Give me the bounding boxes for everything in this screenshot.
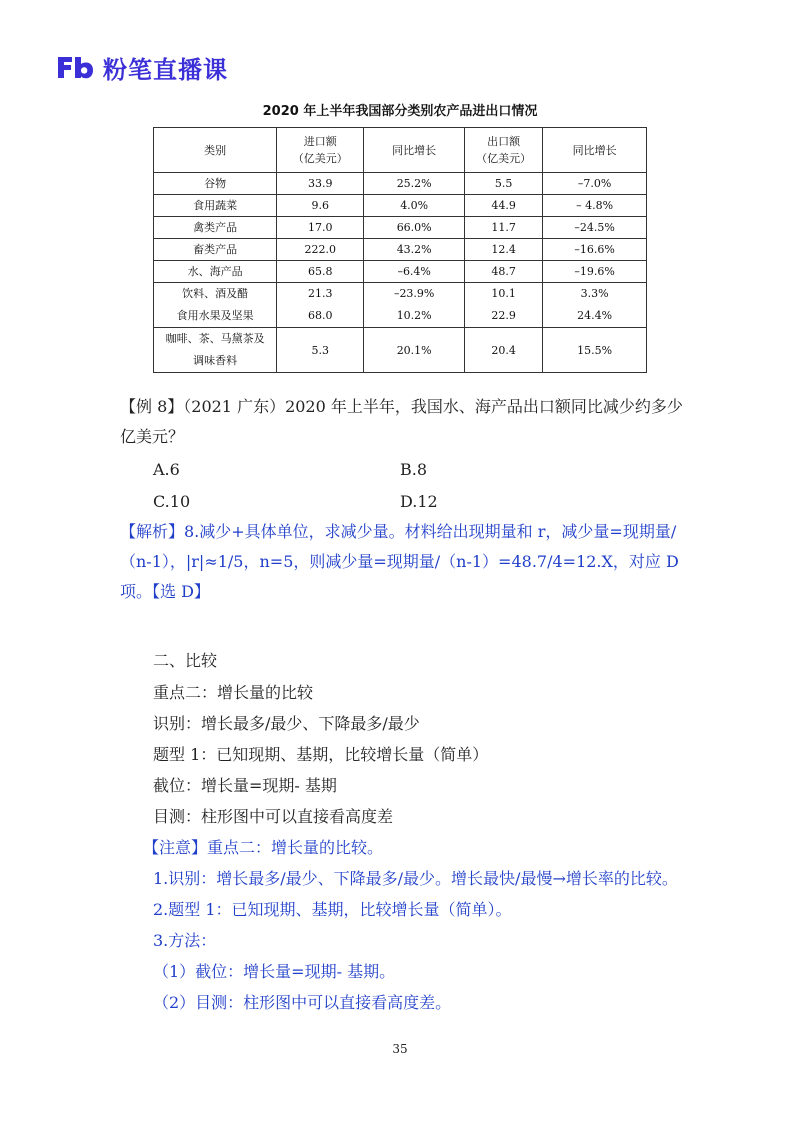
table-header-row xyxy=(154,128,647,173)
cell-import: 222.0 xyxy=(277,239,364,261)
header-export-yoy: 同比增长 xyxy=(543,128,647,173)
brand-logo xyxy=(55,52,228,82)
cell-value: 24.4% xyxy=(577,309,613,322)
cell-export: 11.7 xyxy=(465,217,543,239)
page-number: 35 xyxy=(392,1042,408,1056)
header-export-label: 出口额 xyxy=(487,135,521,148)
logo-text: 粉笔直播课 xyxy=(103,55,228,84)
table-row xyxy=(154,328,647,373)
cell-import-yoy: –6.4% xyxy=(364,261,465,283)
cell-export-yoy: 15.5% xyxy=(543,328,647,373)
header-export-unit: （亿美元） xyxy=(476,152,532,165)
cell-value: 10.2% xyxy=(396,309,432,322)
section-line: 重点二：增长量的比较 xyxy=(153,683,314,702)
section-line: 目测：柱形图中可以直接看高度差 xyxy=(153,807,394,826)
table-row xyxy=(154,261,647,283)
note-line: 1.识别：增长最多/最少、下降最多/最少。增长最快/最慢→增长率的比较。 xyxy=(153,869,678,888)
cell-value: –23.9% xyxy=(393,287,435,300)
table-title: 2020 年上半年我国部分类别农产品进出口情况 xyxy=(262,104,538,119)
cell-import-yoy: 4.0% xyxy=(364,195,465,217)
cell-value: 22.9 xyxy=(491,309,516,322)
cell-export: 44.9 xyxy=(465,195,543,217)
cell-name: 水、海产品 xyxy=(154,261,277,283)
cell-value: 3.3% xyxy=(580,287,609,300)
note-title: 【注意】重点二：增长量的比较。 xyxy=(143,838,384,857)
cell-value: 10.1 xyxy=(491,287,516,300)
cell-import-yoy: 20.1% xyxy=(364,328,465,373)
cell-import-yoy xyxy=(364,283,465,328)
header-import-unit: （亿美元） xyxy=(292,152,348,165)
header-import xyxy=(277,128,364,173)
question-text: 【例 8】（2021 广东）2020 年上半年，我国水、海产品出口额同比减少约多少亿美元？ xyxy=(120,397,683,446)
cell-export-yoy: – 4.8% xyxy=(543,195,647,217)
section-line: 题型 1：已知现期、基期，比较增长量（简单） xyxy=(153,745,489,764)
cell-import-yoy: 66.0% xyxy=(364,217,465,239)
option-d: D.12 xyxy=(400,492,438,511)
option-b: B.8 xyxy=(400,460,428,479)
option-c: C.10 xyxy=(153,492,191,511)
cell-import-yoy: 25.2% xyxy=(364,173,465,195)
cell-export: 5.5 xyxy=(465,173,543,195)
cell-name xyxy=(154,328,277,373)
note-line: （1）截位：增长量=现期- 基期。 xyxy=(153,962,396,981)
cell-import: 33.9 xyxy=(277,173,364,195)
cell-import: 9.6 xyxy=(277,195,364,217)
header-category: 类别 xyxy=(154,128,277,173)
cell-export-yoy: –16.6% xyxy=(543,239,647,261)
cell-name-line: 调味香料 xyxy=(193,354,238,367)
fb-logo-icon xyxy=(55,54,95,80)
cell-export-yoy: –19.6% xyxy=(543,261,647,283)
cell-name-line: 食用水果及坚果 xyxy=(176,309,254,322)
analysis-text: 【解析】8.减少+具体单位，求减少量。材料给出现期量和 r，减少量=现期量/（n-1），|r|≈1/5，n=5，则减少量=现期量/（n-1）=48.7/4=12.X，对应 D 项。【选 D】 xyxy=(120,522,679,601)
cell-import: 17.0 xyxy=(277,217,364,239)
cell-name: 食用蔬菜 xyxy=(154,195,277,217)
cell-import-yoy: 43.2% xyxy=(364,239,465,261)
header-export xyxy=(465,128,543,173)
table-row xyxy=(154,217,647,239)
table-row xyxy=(154,173,647,195)
table-row xyxy=(154,239,647,261)
cell-export-yoy: –7.0% xyxy=(543,173,647,195)
cell-export: 12.4 xyxy=(465,239,543,261)
cell-name: 谷物 xyxy=(154,173,277,195)
note-line: 2.题型 1：已知现期、基期，比较增长量（简单）。 xyxy=(153,900,512,919)
cell-export-yoy xyxy=(543,283,647,328)
option-a: A.6 xyxy=(153,460,180,479)
cell-import xyxy=(277,283,364,328)
cell-export xyxy=(465,283,543,328)
section-line: 识别：增长最多/最少、下降最多/最少 xyxy=(153,714,420,733)
cell-name: 畜类产品 xyxy=(154,239,277,261)
cell-name-line: 咖啡、茶、马黛茶及 xyxy=(165,332,265,345)
cell-import: 65.8 xyxy=(277,261,364,283)
table-row xyxy=(154,195,647,217)
section-line: 截位：增长量=现期- 基期 xyxy=(153,776,337,795)
note-line: 3.方法： xyxy=(153,931,217,950)
trade-table xyxy=(153,127,647,373)
cell-name-line: 饮料、酒及醋 xyxy=(182,287,249,300)
cell-name xyxy=(154,283,277,328)
cell-export: 20.4 xyxy=(465,328,543,373)
cell-export: 48.7 xyxy=(465,261,543,283)
cell-import: 5.3 xyxy=(277,328,364,373)
header-import-yoy: 同比增长 xyxy=(364,128,465,173)
cell-value: 68.0 xyxy=(307,309,333,322)
section-heading: 二、比较 xyxy=(153,651,218,670)
cell-value: 21.3 xyxy=(307,287,333,300)
table-row-group xyxy=(154,283,647,328)
note-line: （2）目测：柱形图中可以直接看高度差。 xyxy=(153,993,452,1012)
header-import-label: 进口额 xyxy=(303,135,337,148)
cell-name: 禽类产品 xyxy=(154,217,277,239)
cell-export-yoy: –24.5% xyxy=(543,217,647,239)
